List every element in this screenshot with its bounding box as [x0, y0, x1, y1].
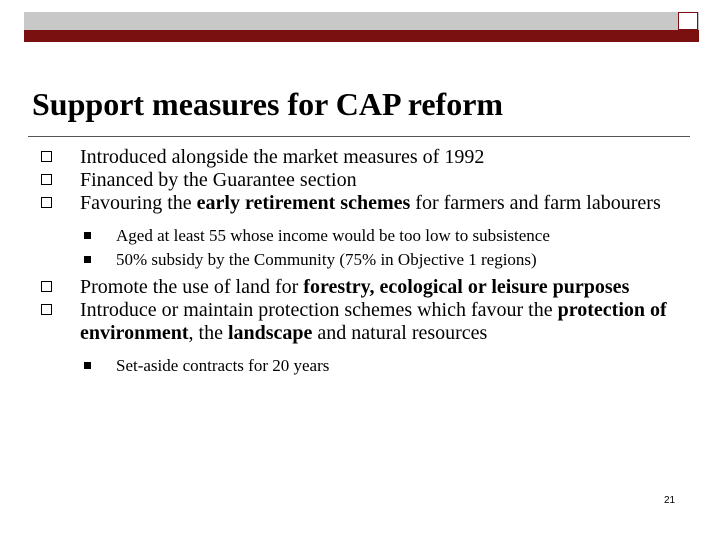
- bullet-text-emphasis-2: landscape: [227, 322, 313, 344]
- bullet-item: [80, 276, 670, 299]
- bullet-item: [80, 299, 670, 345]
- bullet-text-emphasis: early retirement schemes: [196, 192, 411, 214]
- hollow-square-bullet-icon: [41, 304, 52, 315]
- bullet-item: [80, 192, 670, 215]
- bullet-text-prefix: Introduce or maintain protection schemes which favour the: [80, 299, 558, 321]
- sub-bullet-text: 50% subsidy by the Community (75% in Objective 1 regions): [116, 250, 537, 269]
- bullet-text-prefix: Favouring the: [80, 192, 197, 214]
- bullet-text-emphasis: forestry, ecological or leisure purposes: [303, 276, 630, 298]
- bullet-item: [80, 146, 670, 169]
- sub-bullet-item: [116, 224, 676, 248]
- bullet-text-suffix: and natural resources: [312, 322, 488, 344]
- slide-title: Support measures for CAP reform: [32, 86, 504, 122]
- bullet-item: [80, 169, 670, 192]
- hollow-square-bullet-icon: [41, 174, 52, 185]
- filled-square-bullet-icon: [84, 362, 91, 369]
- hollow-square-bullet-icon: [41, 151, 52, 162]
- sub-bullet-text: Set-aside contracts for 20 years: [116, 356, 330, 375]
- bullet-text-suffix: for farmers and farm labourers: [410, 192, 661, 214]
- sub-bullet-list: [0, 354, 720, 378]
- slide-body: [0, 146, 720, 382]
- title-divider: [28, 136, 690, 137]
- filled-square-bullet-icon: [84, 232, 91, 239]
- sub-bullet-item: [116, 354, 676, 378]
- bullet-text-middle: , the: [188, 322, 228, 344]
- sub-bullet-item: [116, 248, 676, 272]
- filled-square-bullet-icon: [84, 256, 91, 263]
- hollow-square-bullet-icon: [41, 281, 52, 292]
- hollow-square-bullet-icon: [41, 197, 52, 208]
- header-corner-box: [678, 12, 698, 30]
- sub-bullet-list: [0, 224, 720, 272]
- bullet-text: Financed by the Guarantee section: [80, 169, 357, 191]
- bullet-text: Introduced alongside the market measures of 1992: [80, 146, 485, 168]
- header-band-highlight: [24, 12, 699, 30]
- bullet-text-emphasis: protection of environment: [80, 299, 667, 344]
- bullet-text-prefix: Promote the use of land for: [80, 276, 304, 298]
- page-number: 21: [664, 495, 676, 506]
- sub-bullet-text: Aged at least 55 whose income would be too low to subsistence: [116, 226, 550, 245]
